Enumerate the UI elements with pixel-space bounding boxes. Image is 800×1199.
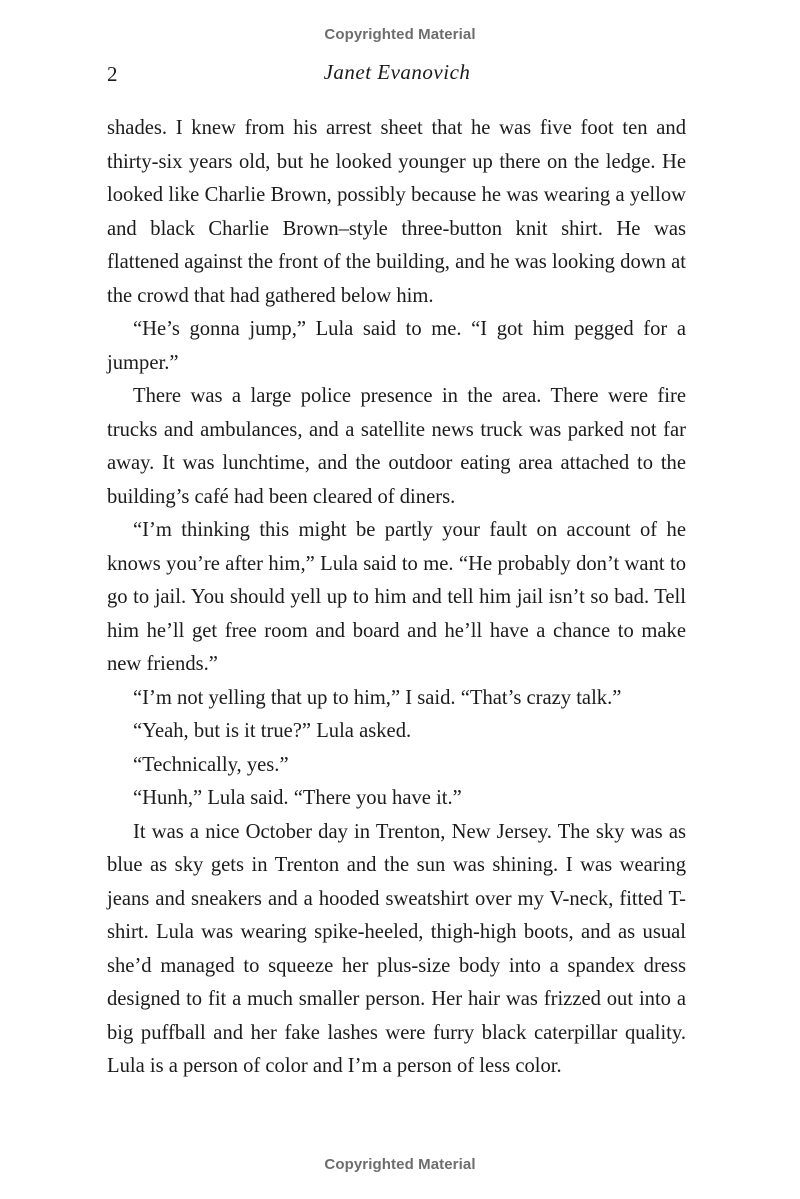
running-head: [107, 60, 687, 90]
paragraph: shades. I knew from his arrest sheet that he was five foot ten and thirty-six years old, but he looked younger up there on the ledge. He looked like Charlie Brown, possibly because he was wearing a yellow and black Charlie Brown–style three-button knit shirt. He was flattened against the front of the building, and he was looking down at the crowd that had gathered below him.: [107, 117, 686, 307]
paragraph: “He’s gonna jump,” Lula said to me. “I got him pegged for a jumper.”: [107, 318, 686, 374]
page-number: 2: [107, 62, 118, 86]
paragraph: “Yeah, but is it true?” Lula asked.: [133, 720, 412, 742]
paragraph: It was a nice October day in Trenton, New Jersey. The sky was as blue as sky gets in Trenton and the sun was shining. I was wearing jeans and sneakers and a hooded sweatshirt over my V-neck, fitted T-shirt. Lula was wearing spike-heeled, thigh-high boots, and as usual she’d managed to squeeze her plus-size body into a spandex dress designed to fit a much smaller person. Her hair was frizzed out into a big puffball and her fake lashes were furry black caterpillar quality. Lula is a person of color and I’m a person of less color.: [107, 820, 686, 1077]
copyright-watermark-bottom: Copyrighted Material: [324, 1156, 476, 1173]
paragraph: “I’m not yelling that up to him,” I said. “That’s crazy talk.”: [133, 686, 622, 709]
paragraph: “Technically, yes.”: [133, 753, 289, 776]
body-text: [107, 112, 686, 1084]
author-running-title: Janet Evanovich: [323, 60, 471, 84]
paragraph: “Hunh,” Lula said. “There you have it.”: [133, 787, 462, 809]
paragraph: “I’m thinking this might be partly your fault on account of he knows you’re after him,” Lula said to me. “He probably don’t want to go to jail. You should yell up to him and tell him jail isn’t so bad. Tell him he’ll get free room and board and he’ll have a chance to make new friends.”: [107, 519, 686, 675]
copyright-watermark-top: Copyrighted Material: [324, 26, 476, 43]
paragraph: There was a large police presence in the area. There were fire trucks and ambulances, and a satellite news truck was parked not far away. It was lunchtime, and the outdoor eating area attached to the building’s café had been cleared of diners.: [107, 385, 686, 508]
